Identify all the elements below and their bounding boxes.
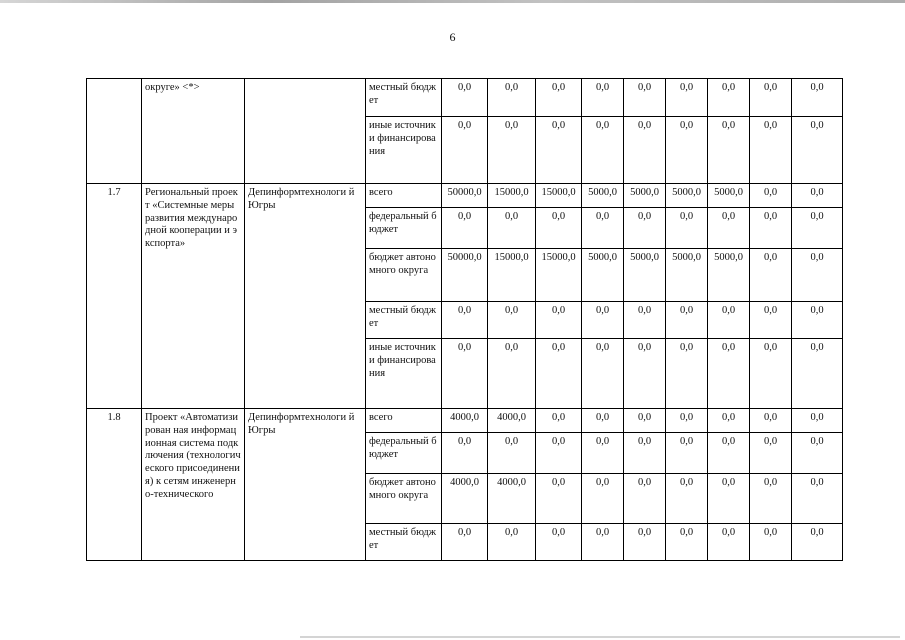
- funding-source: всего: [366, 184, 442, 208]
- table-row: [87, 79, 843, 117]
- item-name: Региональный проект «Системные меры развития международной кооперации и экспорта»: [142, 184, 245, 409]
- amount-cell: 0,0: [708, 409, 750, 433]
- scan-edge-bottom: [300, 636, 900, 638]
- amount-cell: 0,0: [488, 302, 536, 339]
- amount-cell: 0,0: [582, 117, 624, 184]
- amount-cell: 0,0: [488, 117, 536, 184]
- item-name: округе» <*>: [142, 79, 245, 184]
- amount-cell: 15000,0: [488, 249, 536, 302]
- financing-table: [86, 78, 843, 561]
- amount-cell: 0,0: [582, 208, 624, 249]
- item-code: 1.8: [87, 409, 142, 561]
- amount-cell: 0,0: [666, 524, 708, 561]
- scan-edge-top: [0, 0, 905, 3]
- amount-cell: 0,0: [666, 117, 708, 184]
- amount-cell: 0,0: [792, 249, 843, 302]
- amount-cell: 0,0: [624, 409, 666, 433]
- amount-cell: 0,0: [750, 302, 792, 339]
- amount-cell: 0,0: [666, 302, 708, 339]
- amount-cell: 0,0: [624, 208, 666, 249]
- amount-cell: 0,0: [488, 339, 536, 409]
- amount-cell: 0,0: [582, 339, 624, 409]
- amount-cell: 0,0: [792, 117, 843, 184]
- amount-cell: 0,0: [442, 339, 488, 409]
- amount-cell: 0,0: [708, 302, 750, 339]
- amount-cell: 0,0: [536, 474, 582, 524]
- amount-cell: 0,0: [666, 208, 708, 249]
- amount-cell: 0,0: [442, 117, 488, 184]
- amount-cell: 0,0: [750, 474, 792, 524]
- amount-cell: 0,0: [666, 433, 708, 474]
- amount-cell: 0,0: [792, 208, 843, 249]
- amount-cell: 5000,0: [666, 184, 708, 208]
- amount-cell: 15000,0: [536, 184, 582, 208]
- amount-cell: 0,0: [708, 433, 750, 474]
- amount-cell: 0,0: [624, 524, 666, 561]
- amount-cell: 0,0: [624, 117, 666, 184]
- amount-cell: 0,0: [442, 302, 488, 339]
- amount-cell: 0,0: [750, 79, 792, 117]
- amount-cell: 50000,0: [442, 249, 488, 302]
- amount-cell: 0,0: [792, 302, 843, 339]
- amount-cell: 0,0: [750, 249, 792, 302]
- funding-source: местный бюджет: [366, 302, 442, 339]
- item-executor: Депинформтехнологи й Югры: [245, 409, 366, 561]
- amount-cell: 0,0: [582, 433, 624, 474]
- amount-cell: 0,0: [536, 524, 582, 561]
- amount-cell: 0,0: [442, 433, 488, 474]
- amount-cell: 0,0: [750, 208, 792, 249]
- amount-cell: 5000,0: [582, 184, 624, 208]
- table-row: [87, 184, 843, 208]
- amount-cell: 0,0: [536, 79, 582, 117]
- item-executor: [245, 79, 366, 184]
- funding-source: иные источники финансирова ния: [366, 117, 442, 184]
- amount-cell: 5000,0: [624, 184, 666, 208]
- amount-cell: 0,0: [792, 524, 843, 561]
- amount-cell: 0,0: [708, 79, 750, 117]
- item-code: [87, 79, 142, 184]
- amount-cell: 5000,0: [666, 249, 708, 302]
- amount-cell: 0,0: [536, 117, 582, 184]
- amount-cell: 0,0: [750, 339, 792, 409]
- amount-cell: 4000,0: [442, 409, 488, 433]
- amount-cell: 0,0: [708, 339, 750, 409]
- funding-source: бюджет автономного округа: [366, 249, 442, 302]
- amount-cell: 0,0: [536, 339, 582, 409]
- amount-cell: 4000,0: [442, 474, 488, 524]
- amount-cell: 0,0: [792, 184, 843, 208]
- amount-cell: 0,0: [708, 474, 750, 524]
- funding-source: федеральный бюджет: [366, 208, 442, 249]
- amount-cell: 0,0: [582, 79, 624, 117]
- amount-cell: 0,0: [792, 409, 843, 433]
- amount-cell: 0,0: [624, 302, 666, 339]
- amount-cell: 0,0: [624, 433, 666, 474]
- amount-cell: 0,0: [666, 409, 708, 433]
- amount-cell: 0,0: [624, 79, 666, 117]
- amount-cell: 0,0: [666, 474, 708, 524]
- amount-cell: 0,0: [442, 524, 488, 561]
- amount-cell: 0,0: [582, 409, 624, 433]
- amount-cell: 0,0: [624, 339, 666, 409]
- amount-cell: 0,0: [792, 339, 843, 409]
- amount-cell: 4000,0: [488, 409, 536, 433]
- funding-source: иные источники финансирова ния: [366, 339, 442, 409]
- amount-cell: 5000,0: [708, 249, 750, 302]
- item-executor: Депинформтехнологи й Югры: [245, 184, 366, 409]
- amount-cell: 0,0: [536, 433, 582, 474]
- amount-cell: 0,0: [624, 474, 666, 524]
- funding-source: федеральный бюджет: [366, 433, 442, 474]
- amount-cell: 0,0: [536, 302, 582, 339]
- amount-cell: 0,0: [792, 474, 843, 524]
- amount-cell: 0,0: [708, 524, 750, 561]
- amount-cell: 0,0: [750, 184, 792, 208]
- amount-cell: 5000,0: [708, 184, 750, 208]
- amount-cell: 0,0: [750, 409, 792, 433]
- amount-cell: 0,0: [488, 79, 536, 117]
- amount-cell: 15000,0: [488, 184, 536, 208]
- amount-cell: 0,0: [666, 79, 708, 117]
- page-number: 6: [449, 30, 456, 44]
- amount-cell: 0,0: [792, 79, 843, 117]
- funding-source: местный бюджет: [366, 524, 442, 561]
- amount-cell: 0,0: [488, 208, 536, 249]
- amount-cell: 0,0: [488, 433, 536, 474]
- funding-source: бюджет автономного округа: [366, 474, 442, 524]
- financing-table-body: [87, 79, 843, 561]
- funding-source: местный бюджет: [366, 79, 442, 117]
- funding-source: всего: [366, 409, 442, 433]
- amount-cell: 0,0: [666, 339, 708, 409]
- amount-cell: 15000,0: [536, 249, 582, 302]
- amount-cell: 0,0: [708, 208, 750, 249]
- table-row: [87, 409, 843, 433]
- amount-cell: 0,0: [442, 79, 488, 117]
- amount-cell: 5000,0: [582, 249, 624, 302]
- amount-cell: 0,0: [750, 524, 792, 561]
- amount-cell: 0,0: [750, 117, 792, 184]
- amount-cell: 5000,0: [624, 249, 666, 302]
- amount-cell: 0,0: [488, 524, 536, 561]
- amount-cell: 50000,0: [442, 184, 488, 208]
- amount-cell: 0,0: [582, 474, 624, 524]
- amount-cell: 0,0: [536, 208, 582, 249]
- amount-cell: 4000,0: [488, 474, 536, 524]
- amount-cell: 0,0: [442, 208, 488, 249]
- amount-cell: 0,0: [750, 433, 792, 474]
- amount-cell: 0,0: [582, 524, 624, 561]
- item-name: Проект «Автоматизирован ная информационная система подключения (технологического присоединения) к сетям инженерно-технического: [142, 409, 245, 561]
- item-code: 1.7: [87, 184, 142, 409]
- amount-cell: 0,0: [582, 302, 624, 339]
- amount-cell: 0,0: [792, 433, 843, 474]
- amount-cell: 0,0: [708, 117, 750, 184]
- amount-cell: 0,0: [536, 409, 582, 433]
